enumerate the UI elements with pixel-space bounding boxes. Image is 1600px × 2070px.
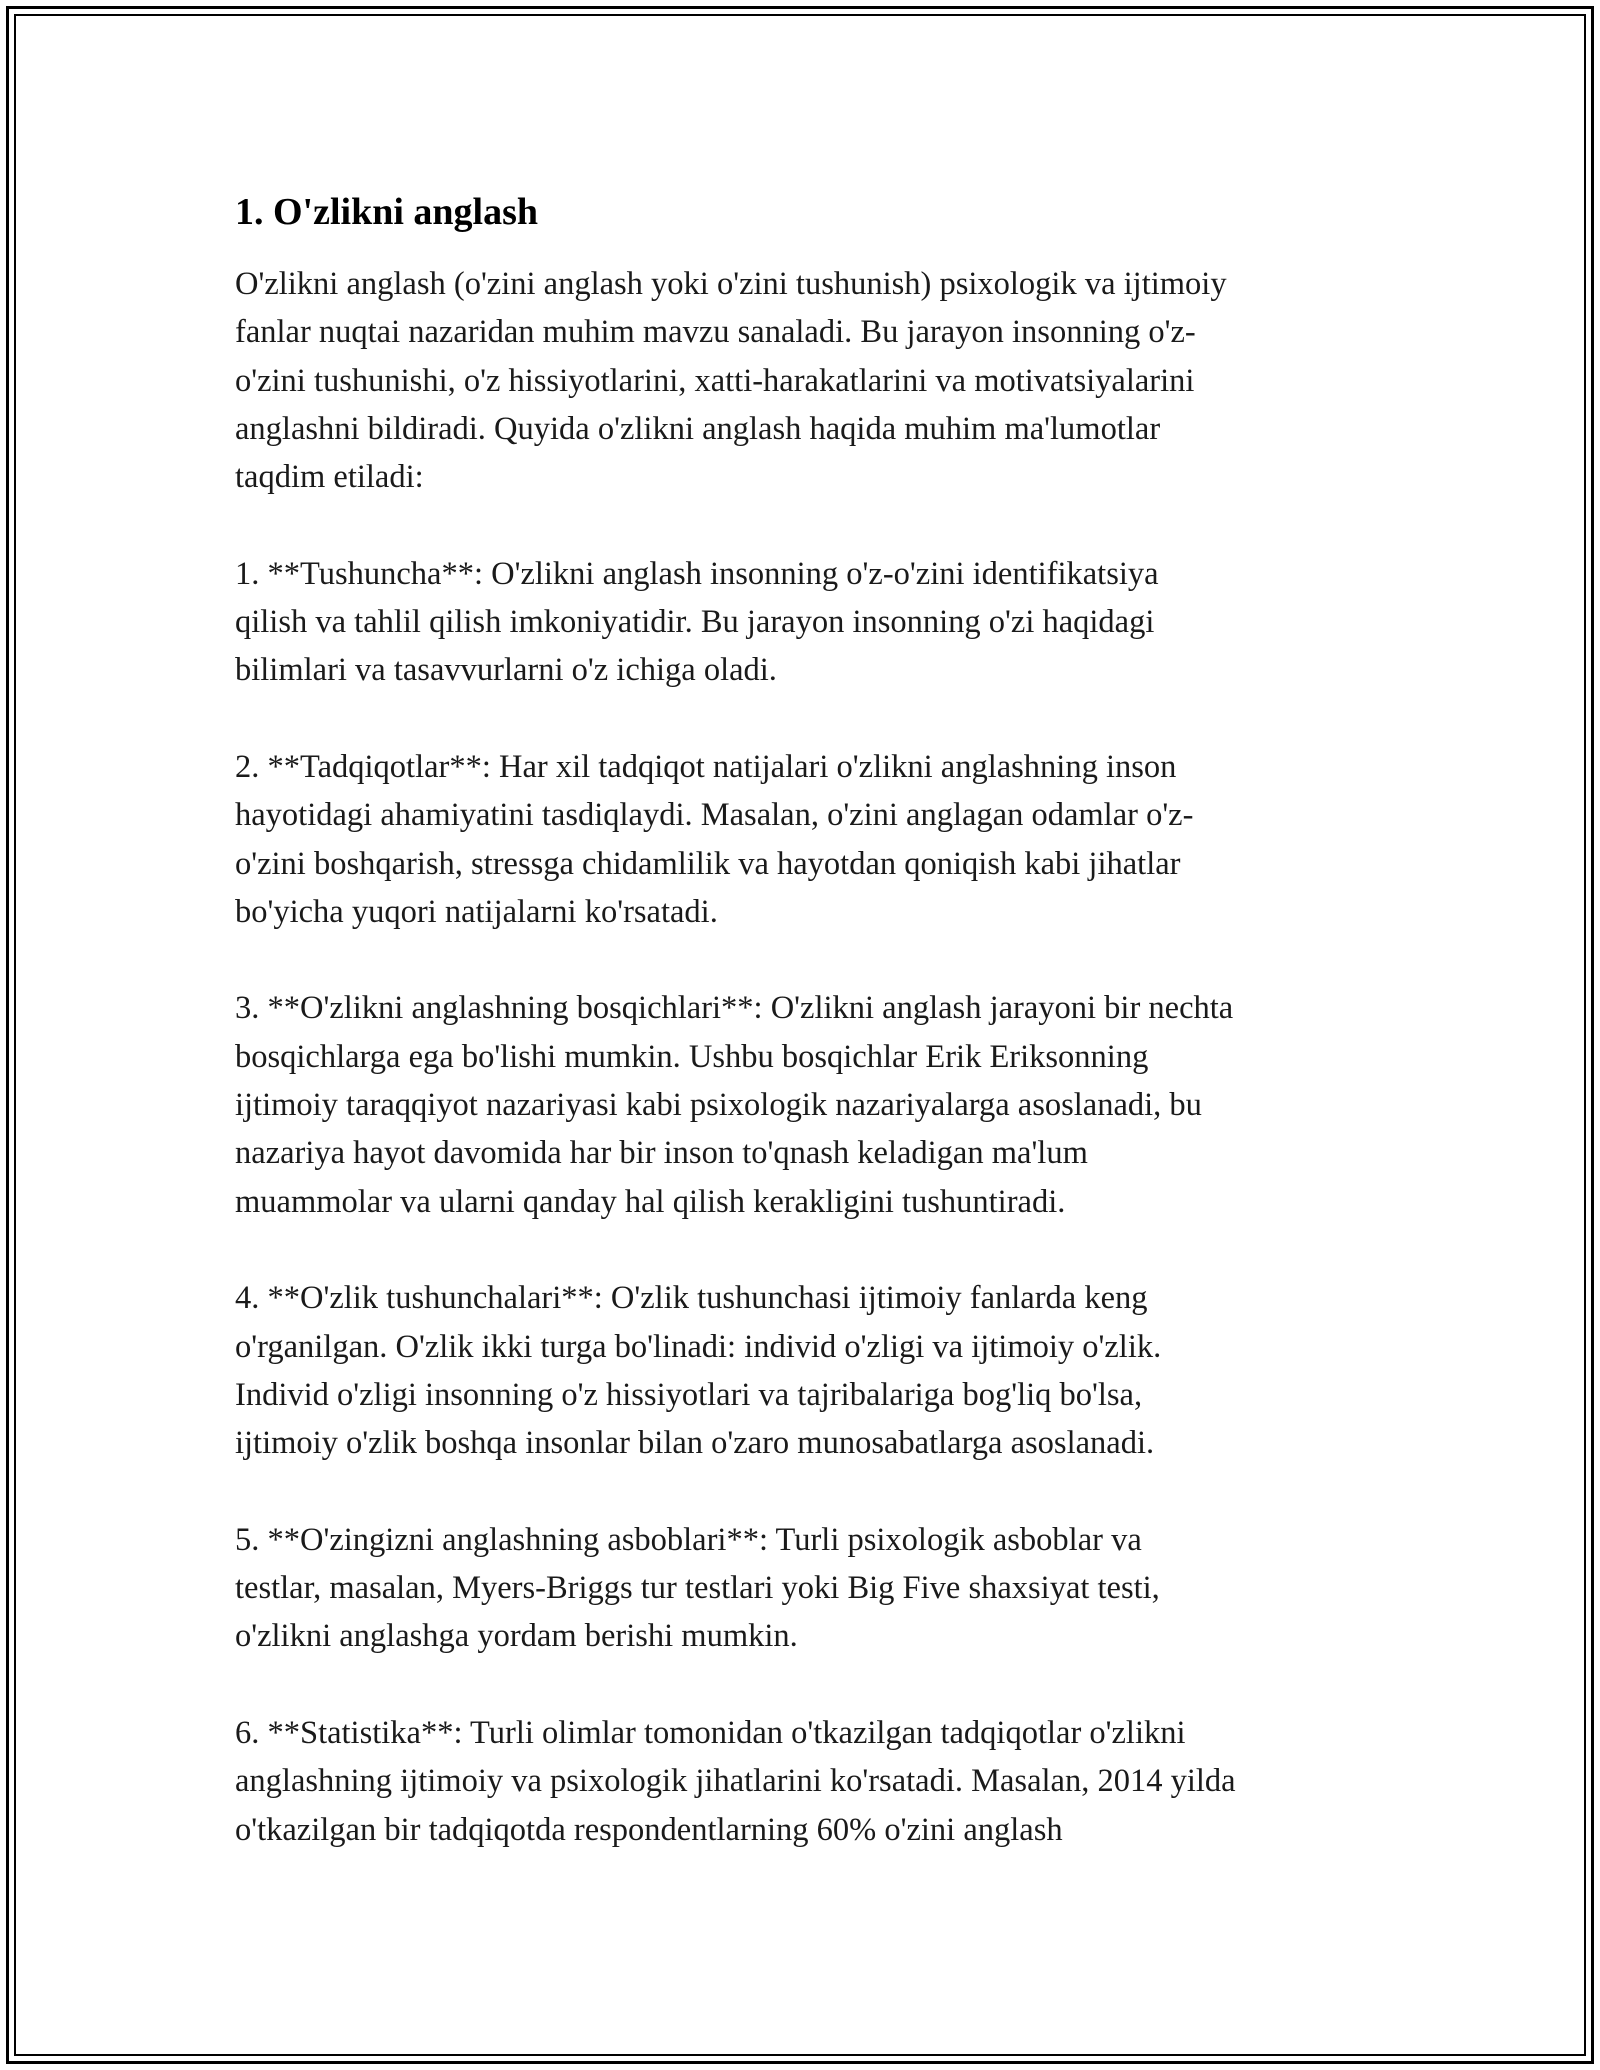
text-line: anglashni bildiradi. Quyida o'zlikni anglash haqida muhim ma'lumotlar [235, 410, 1161, 447]
text-line: o'zlikni anglashga yordam berishi mumkin. [235, 1618, 798, 1655]
text-line: o'zini tushunishi, o'z hissiyotlarini, xatti-harakatlarini va motivatsiyalarini [235, 362, 1195, 399]
text-line: O'zlikni anglash (o'zini anglash yoki o'zini tushunish) psixologik va ijtimoiy [235, 266, 1227, 302]
text-line: 1. **Tushuncha**: O'zlikni anglash insonning o'z-o'zini identifikatsiya [235, 555, 1159, 592]
text-line: 6. **Statistika**: Turli olimlar tomonidan o'tkazilgan tadqiqotlar o'zlikni [235, 1714, 1186, 1751]
text-line: 4. **O'zlik tushunchalari**: O'zlik tushunchasi ijtimoiy fanlarda keng [235, 1280, 1148, 1317]
text-line: o'tkazilgan bir tadqiqotda respondentlarning 60% o'zini anglash [235, 1811, 1063, 1848]
text-line: hayotidagi ahamiyatini tasdiqlaydi. Masalan, o'zini anglagan odamlar o'z- [235, 797, 1194, 834]
text-line: 5. **O'zingizni anglashning asboblari**: Turli psixologik asboblar va [235, 1521, 1142, 1558]
text-line: nazariya hayot davomida har bir inson to'qnash keladigan ma'lum [235, 1135, 1088, 1172]
list-item-asboblar [235, 1516, 1395, 1661]
list-item-ozlik-tushunchalari [235, 1274, 1395, 1467]
text-line: muammolar va ularni qanday hal qilish kerakligini tushuntiradi. [235, 1183, 1066, 1220]
text-line: 3. **O'zlikni anglashning bosqichlari**: O'zlikni anglash jarayoni bir nechta [235, 990, 1234, 1027]
list-item-tadqiqotlar [235, 743, 1395, 936]
text-line: anglashning ijtimoiy va psixologik jihatlarini ko'rsatadi. Masalan, 2014 yilda [235, 1763, 1236, 1800]
text-line: qilish va tahlil qilish imkoniyatidir. Bu jarayon insonning o'zi haqidagi [235, 604, 1155, 641]
list-item-statistika [235, 1709, 1395, 1854]
text-line: taqdim etiladi: [235, 459, 424, 496]
text-line: ijtimoiy o'zlik boshqa insonlar bilan o'zaro munosabatlarga asoslanadi. [235, 1425, 1155, 1462]
text-line: o'rganilgan. O'zlik ikki turga bo'linadi: individ o'zligi va ijtimoiy o'zlik. [235, 1328, 1162, 1365]
text-line: bo'yicha yuqori natijalarni ko'rsatadi. [235, 893, 718, 930]
text-line: o'zini boshqarish, stressga chidamlilik va hayotdan qoniqish kabi jihatlar [235, 845, 1181, 882]
text-line: 2. **Tadqiqotlar**: Har xil tadqiqot natijalari o'zlikni anglashning inson [235, 748, 1177, 785]
list-item-tushuncha [235, 550, 1395, 695]
document-body [235, 186, 1395, 1854]
document-title: 1. O'zlikni anglash [235, 191, 539, 233]
text-line: Individ o'zligi insonning o'z hissiyotlari va tajribalariga bog'liq bo'lsa, [235, 1376, 1143, 1413]
text-line: ijtimoiy taraqqiyot nazariyasi kabi psixologik nazariyalarga asoslanadi, bu [235, 1087, 1202, 1124]
intro-paragraph [235, 260, 1395, 501]
list-item-bosqichlar [235, 984, 1395, 1225]
text-line: bilimlari va tasavvurlarni o'z ichiga oladi. [235, 652, 777, 689]
text-line: bosqichlarga ega bo'lishi mumkin. Ushbu bosqichlar Erik Eriksonning [235, 1038, 1149, 1075]
text-line: fanlar nuqtai nazaridan muhim mavzu sanaladi. Bu jarayon insonning o'z- [235, 314, 1196, 351]
text-line: testlar, masalan, Myers-Briggs tur testlari yoki Big Five shaxsiyat testi, [235, 1570, 1160, 1607]
